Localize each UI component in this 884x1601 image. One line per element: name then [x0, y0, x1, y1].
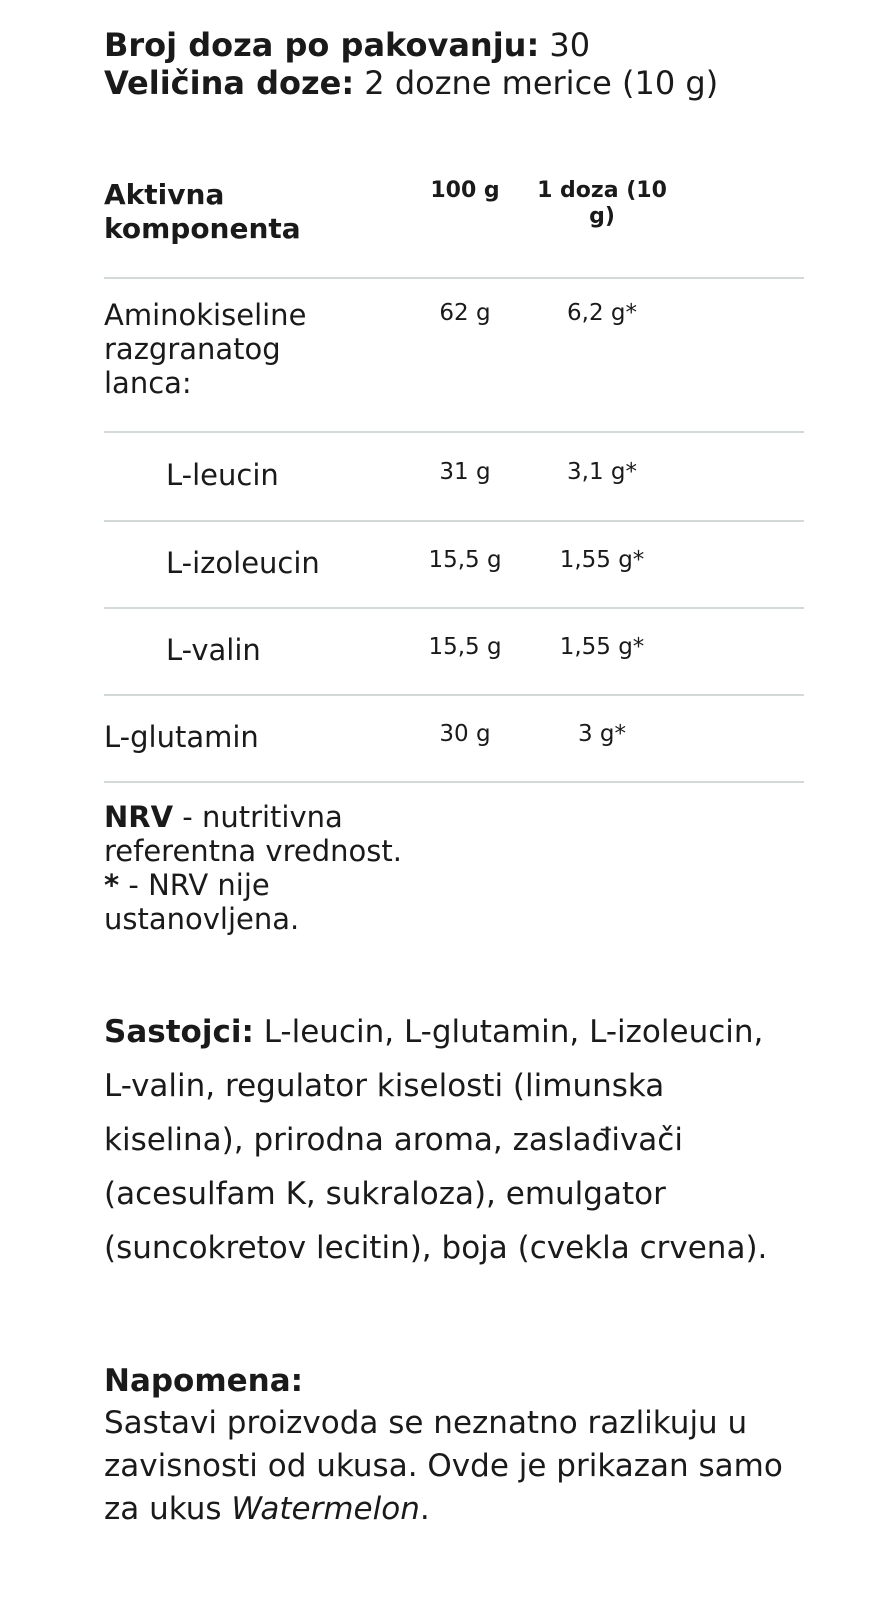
dose-size-value: 2 dozne merice (10 g) — [354, 64, 719, 102]
row-value-dose: 3,1 g* — [567, 459, 637, 485]
doses-per-pack — [104, 26, 718, 64]
doses-label: Broj doza po pakovanju: — [104, 26, 540, 64]
row-value-dose: 1,55 g* — [559, 634, 645, 660]
row-name: L-leucin — [166, 458, 279, 492]
table-header — [104, 178, 804, 279]
row-value-100g: 31 g — [439, 459, 491, 485]
table-row — [104, 609, 804, 696]
serving-info — [104, 26, 718, 102]
row-value-100g: 62 g — [439, 300, 491, 326]
ingredients-label: Sastojci: — [104, 1014, 254, 1050]
table-row — [104, 696, 804, 783]
row-value-100g: 15,5 g — [428, 634, 502, 660]
nrv-footnote — [104, 800, 424, 936]
note-flavor: Watermelon — [231, 1491, 420, 1527]
note-text — [104, 1402, 804, 1531]
dose-size — [104, 64, 718, 102]
row-value-100g: 15,5 g — [428, 547, 502, 573]
table-row — [104, 433, 804, 522]
header-per-100g: 100 g — [430, 178, 500, 203]
doses-value: 30 — [539, 26, 591, 64]
row-value-dose: 3 g* — [577, 721, 627, 747]
row-value-100g: 30 g — [439, 721, 491, 747]
nrv-definition: - nutritivna referentna vrednost. — [104, 800, 402, 868]
row-value-dose: 1,55 g* — [559, 547, 645, 573]
note-body: Sastavi proizvoda se neznatno razlikuju u zavisnosti od ukusa. Ovde je prikazan samo za ukus — [104, 1405, 783, 1527]
row-name: L-glutamin — [104, 720, 259, 754]
table-row — [104, 522, 804, 609]
header-component: Aktivna komponenta — [104, 178, 301, 245]
nrv-abbreviation: NRV — [104, 800, 174, 834]
asterisk-definition: - NRV nije ustanovljena. — [104, 868, 300, 936]
row-name: L-valin — [166, 633, 261, 667]
dose-size-label: Veličina doze: — [104, 64, 355, 102]
ingredients-text: L-leucin, L-glutamin, L-izoleucin, L-valin, regulator kiselosti (limunska kiselina), prirodna aroma, zaslađivači (acesulfam K, sukraloza), emulgator (suncokretov lecitin), boja (cvekla crvena). — [104, 1014, 768, 1266]
row-name: Aminokiseline razgranatog lanca: — [104, 298, 307, 400]
header-per-dose: 1 doza (10 g) — [537, 178, 667, 229]
row-name: L-izoleucin — [166, 546, 320, 580]
table-row — [104, 279, 804, 433]
ingredients-section — [104, 1005, 784, 1275]
asterisk-symbol: * — [104, 868, 120, 902]
nutrition-table — [104, 178, 804, 783]
row-value-dose: 6,2 g* — [567, 300, 637, 326]
note-end: . — [419, 1491, 430, 1527]
note-title: Napomena: — [104, 1363, 304, 1399]
